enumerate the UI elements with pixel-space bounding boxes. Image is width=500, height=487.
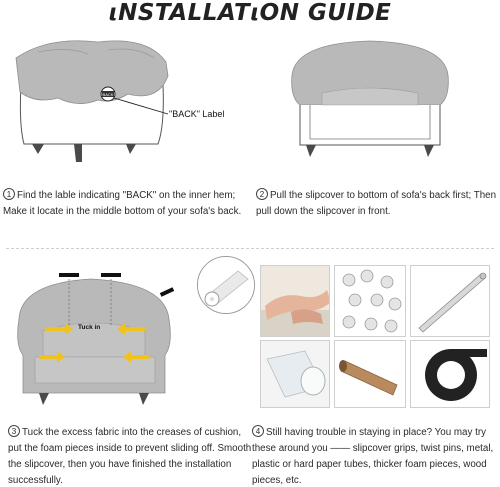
photo-metal-rod	[410, 265, 490, 337]
foam-roll-icon	[198, 257, 255, 314]
page-title: ιNSTALLATιON GUIDE	[108, 0, 392, 26]
foam-callout-bar	[158, 282, 194, 302]
step4-text	[252, 425, 498, 487]
photo-twist-pins	[334, 265, 406, 337]
step2-number: 2	[256, 188, 268, 200]
step4-description: Still having trouble in staying in place? You may try these around you —— slipcover grips, twist pins, metal, plastic or hard paper tubes, thicker foam pieces, wood pieces, etc.	[252, 427, 494, 486]
section-divider	[6, 248, 494, 249]
step2-description: Pull the slipcover to bottom of sofa's back first; Then pull down the slipcover in front.	[256, 190, 497, 217]
photo-plastic-tube	[260, 340, 330, 408]
foam-bar-left	[59, 273, 79, 277]
step4-number: 4	[252, 425, 264, 437]
foam-zoom-circle	[197, 256, 255, 314]
step3-description: Tuck the excess fabric into the creases of cushion, put the foam pieces inside to prevent sliding off. Smooth the slipcover, then you have finished the installation successfully.	[8, 427, 252, 486]
photo-foam-roll	[410, 340, 490, 408]
step2-text	[256, 188, 500, 220]
step2-illustration	[282, 35, 457, 170]
chair-back-cover-drawing	[8, 32, 228, 172]
back-label-callout: "BACK" Label	[169, 109, 225, 119]
step3-text	[8, 425, 253, 487]
foam-bar-right	[101, 273, 121, 277]
step1-text	[3, 188, 250, 220]
tuck-in-label: Tuck in	[78, 324, 101, 331]
step3-number: 3	[8, 425, 20, 437]
back-tag	[101, 87, 115, 101]
step1-description: Find the lable indicating "BACK" on the inner hem; Make it locate in the middle bottom of your sofa's back.	[3, 190, 242, 217]
svg-text:BACK: BACK	[102, 92, 114, 97]
photo-paper-tube	[334, 340, 406, 408]
chair-cover-pulled-drawing	[282, 35, 457, 170]
step1-illustration	[8, 32, 228, 172]
photo-hands-tucking	[260, 265, 330, 337]
step1-number: 1	[3, 188, 15, 200]
